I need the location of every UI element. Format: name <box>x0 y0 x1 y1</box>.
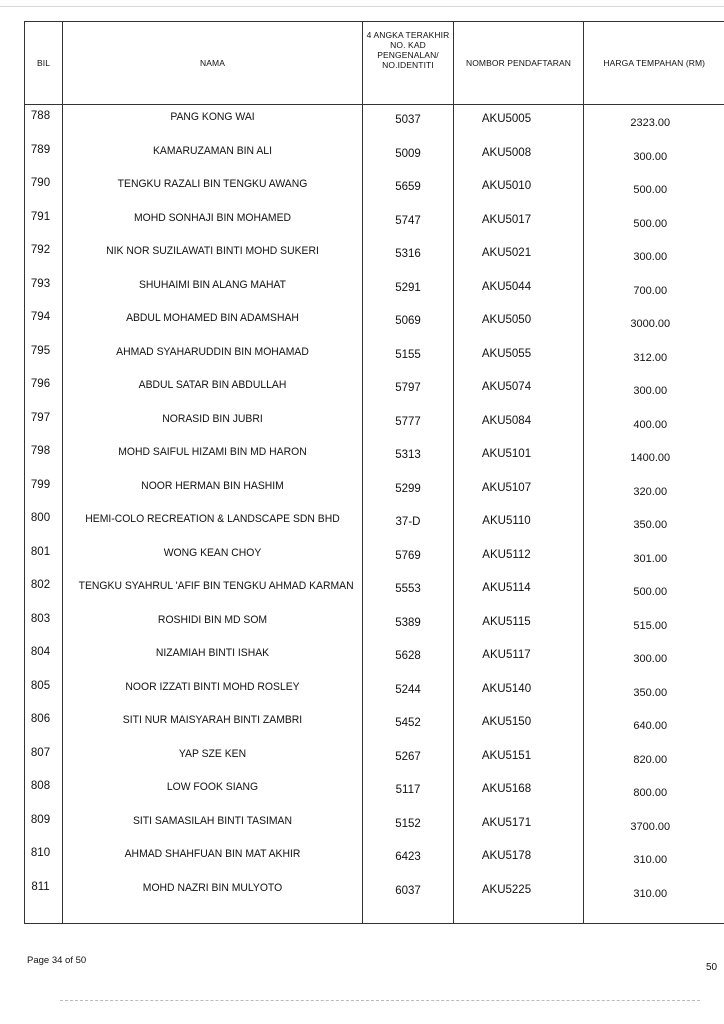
records-table <box>24 21 724 924</box>
booking-price-cell <box>584 641 724 675</box>
registration-number-cell <box>454 273 584 307</box>
registration-number-cell-text: AKU5005 <box>481 113 532 125</box>
name-cell <box>63 306 363 340</box>
row-number-cell-text: 800 <box>30 512 51 524</box>
identity-digits-cell-text: 5389 <box>395 616 421 629</box>
registration-number-cell <box>454 105 584 139</box>
booking-price-cell <box>584 373 724 407</box>
name-cell-text: AHMAD SHAHFUAN BIN MAT AKHIR <box>124 848 301 860</box>
header-pendaftaran: NOMBOR PENDAFTARAN <box>454 22 584 105</box>
name-cell-text: TENGKU SYAHRUL 'AFIF BIN TENGKU AHMAD KARMAN <box>78 580 354 592</box>
identity-digits-cell-text: 5117 <box>395 784 421 796</box>
booking-price-cell <box>584 842 724 876</box>
registration-number-cell-text: AKU5010 <box>481 180 532 192</box>
registration-number-cell-text: AKU5074 <box>481 381 532 393</box>
identity-digits-cell-text: 5797 <box>395 382 421 394</box>
name-cell-text: SITI SAMASILAH BINTI TASIMAN <box>132 814 293 827</box>
header-identiti-line: NO.IDENTITI <box>382 60 434 70</box>
registration-number-cell-text: AKU5117 <box>482 649 531 661</box>
registration-number-cell-text: AKU5055 <box>481 347 532 360</box>
booking-price-cell <box>584 172 724 206</box>
name-cell-text: NOOR IZZATI BINTI MOHD ROSLEY <box>125 680 300 693</box>
table-row <box>25 306 724 340</box>
row-number-cell-text: 803 <box>30 612 51 625</box>
booking-price-cell-text: 1400.00 <box>630 452 671 464</box>
registration-number-cell-text: AKU5044 <box>481 280 532 293</box>
identity-digits-cell <box>363 608 454 642</box>
registration-number-cell-text: AKU5110 <box>482 515 531 527</box>
registration-number-cell-text: AKU5021 <box>481 247 532 259</box>
name-cell-text: AHMAD SYAHARUDDIN BIN MOHAMAD <box>116 345 309 358</box>
header-harga: HARGA TEMPAHAN (RM) <box>584 22 724 105</box>
name-cell-text: SHUHAIMI BIN ALANG MAHAT <box>138 278 287 291</box>
identity-digits-cell <box>363 373 454 407</box>
booking-price-cell <box>584 708 724 742</box>
name-cell <box>63 574 363 608</box>
registration-number-cell <box>454 641 584 675</box>
booking-price-cell <box>584 273 724 307</box>
table-row <box>25 139 724 173</box>
row-number-cell <box>25 608 63 642</box>
name-cell-text: TENGKU RAZALI BIN TENGKU AWANG <box>117 178 308 190</box>
booking-price-cell-text: 3000.00 <box>630 318 671 330</box>
row-number-cell <box>25 340 63 374</box>
row-number-cell-text: 804 <box>30 646 51 658</box>
table-row <box>25 474 724 508</box>
booking-price-cell-text: 500.00 <box>633 217 668 230</box>
registration-number-cell <box>454 675 584 709</box>
name-cell-text: ABDUL SATAR BIN ABDULLAH <box>138 379 287 391</box>
table-row <box>25 507 724 541</box>
header-identiti-line: NO. KAD <box>390 40 426 50</box>
table-row <box>25 675 724 709</box>
name-cell <box>63 708 363 742</box>
booking-price-cell-text: 300.00 <box>633 385 668 397</box>
row-number-cell-text: 791 <box>30 210 51 223</box>
registration-number-cell <box>454 340 584 374</box>
row-number-cell <box>25 306 63 340</box>
registration-number-cell-text: AKU5050 <box>481 314 532 326</box>
booking-price-cell <box>584 440 724 474</box>
booking-price-cell-text: 515.00 <box>633 619 668 632</box>
table-row <box>25 206 724 240</box>
row-number-cell <box>25 809 63 843</box>
identity-digits-cell-text: 5291 <box>395 281 421 294</box>
table-row <box>25 742 724 776</box>
name-cell <box>63 608 363 642</box>
row-number-cell-text: 790 <box>30 177 51 189</box>
registration-number-cell <box>454 474 584 508</box>
registration-number-cell-text: AKU5178 <box>481 850 532 862</box>
booking-price-cell <box>584 105 724 139</box>
booking-price-cell-text: 300.00 <box>633 251 668 263</box>
booking-price-cell-text: 3700.00 <box>630 820 671 833</box>
identity-digits-cell <box>363 876 454 910</box>
header-row <box>25 22 724 105</box>
booking-price-cell <box>584 608 724 642</box>
identity-digits-cell <box>363 474 454 508</box>
identity-digits-cell <box>363 775 454 809</box>
registration-number-cell <box>454 541 584 575</box>
name-cell-text: NIK NOR SUZILAWATI BINTI MOHD SUKERI <box>106 245 319 257</box>
registration-number-cell-text: AKU5008 <box>481 146 532 159</box>
booking-price-cell-text: 400.00 <box>633 418 668 431</box>
name-cell <box>63 273 363 307</box>
booking-price-cell <box>584 876 724 910</box>
row-number-cell-text: 794 <box>30 311 51 323</box>
table-bottom-cell <box>363 909 454 924</box>
row-number-cell <box>25 842 63 876</box>
row-number-cell-text: 807 <box>30 746 51 759</box>
row-number-cell-text: 805 <box>30 679 51 692</box>
table-row <box>25 440 724 474</box>
row-number-cell <box>25 675 63 709</box>
table-bottom-row <box>25 909 724 924</box>
name-cell <box>63 876 363 910</box>
name-cell-text: MOHD SAIFUL HIZAMI BIN MD HARON <box>118 446 307 458</box>
identity-digits-cell <box>363 340 454 374</box>
row-number-cell <box>25 507 63 541</box>
booking-price-cell-text: 300.00 <box>633 653 668 665</box>
row-number-cell <box>25 440 63 474</box>
header-bil: BIL <box>25 22 63 105</box>
row-number-cell <box>25 373 63 407</box>
table-row <box>25 273 724 307</box>
row-number-cell <box>25 775 63 809</box>
registration-number-cell <box>454 440 584 474</box>
name-cell <box>63 206 363 240</box>
table-row <box>25 172 724 206</box>
registration-number-cell <box>454 608 584 642</box>
table-row <box>25 842 724 876</box>
table-row <box>25 407 724 441</box>
table-bottom-cell <box>63 909 363 924</box>
booking-price-cell-text: 312.00 <box>633 351 668 364</box>
booking-price-cell-text: 500.00 <box>633 184 668 196</box>
name-cell <box>63 407 363 441</box>
row-number-cell-text: 796 <box>30 378 51 390</box>
name-cell <box>63 675 363 709</box>
booking-price-cell-text: 700.00 <box>633 284 668 297</box>
registration-number-cell <box>454 708 584 742</box>
identity-digits-cell <box>363 641 454 675</box>
identity-digits-cell <box>363 842 454 876</box>
row-number-cell-text: 793 <box>30 277 51 290</box>
row-number-cell <box>25 139 63 173</box>
name-cell-text: WONG KEAN CHOY <box>163 546 262 559</box>
header-identiti <box>363 22 454 105</box>
identity-digits-cell <box>363 273 454 307</box>
name-cell <box>63 239 363 273</box>
row-number-cell-text: 789 <box>30 143 51 156</box>
row-number-cell-text: 808 <box>30 780 51 792</box>
table-row <box>25 641 724 675</box>
name-cell <box>63 641 363 675</box>
booking-price-cell-text: 310.00 <box>633 887 668 900</box>
registration-number-cell-text: AKU5017 <box>481 213 532 226</box>
table-row <box>25 574 724 608</box>
row-number-cell-text: 811 <box>31 880 50 893</box>
row-number-cell <box>25 876 63 910</box>
corner-page-number: 50 <box>706 962 718 973</box>
identity-digits-cell <box>363 172 454 206</box>
identity-digits-cell-text: 5037 <box>395 114 421 126</box>
identity-digits-cell-text: 6037 <box>395 884 421 897</box>
row-number-cell <box>25 105 63 139</box>
name-cell <box>63 507 363 541</box>
identity-digits-cell-text: 5299 <box>395 482 421 495</box>
registration-number-cell-text: AKU5107 <box>481 481 532 494</box>
name-cell-text: NIZAMIAH BINTI ISHAK <box>155 647 270 659</box>
identity-digits-cell <box>363 239 454 273</box>
table-row <box>25 541 724 575</box>
table-row <box>25 809 724 843</box>
name-cell <box>63 809 363 843</box>
booking-price-cell-text: 2323.00 <box>630 117 671 129</box>
name-cell-text: MOHD NAZRI BIN MULYOTO <box>142 881 283 894</box>
registration-number-cell <box>454 876 584 910</box>
booking-price-cell <box>584 675 724 709</box>
booking-price-cell <box>584 306 724 340</box>
identity-digits-cell <box>363 507 454 541</box>
registration-number-cell <box>454 775 584 809</box>
registration-number-cell-text: AKU5114 <box>482 582 531 594</box>
registration-number-cell <box>454 306 584 340</box>
name-cell <box>63 775 363 809</box>
row-number-cell-text: 797 <box>30 411 51 424</box>
booking-price-cell <box>584 507 724 541</box>
table-bottom-cell <box>584 909 724 924</box>
booking-price-cell <box>584 239 724 273</box>
booking-price-cell-text: 310.00 <box>633 854 668 866</box>
identity-digits-cell <box>363 742 454 776</box>
identity-digits-cell-text: 5267 <box>395 750 421 763</box>
header-identiti-line: PENGENALAN/ <box>377 50 439 60</box>
identity-digits-cell <box>363 440 454 474</box>
row-number-cell <box>25 206 63 240</box>
registration-number-cell <box>454 507 584 541</box>
identity-digits-cell-text: 5452 <box>395 717 421 729</box>
name-cell <box>63 172 363 206</box>
registration-number-cell <box>454 407 584 441</box>
name-cell-text: PANG KONG WAI <box>170 111 255 123</box>
table-bottom-cell <box>454 909 584 924</box>
registration-number-cell-text: AKU5150 <box>481 716 532 728</box>
table-row <box>25 340 724 374</box>
booking-price-cell-text: 320.00 <box>633 485 668 498</box>
name-cell-text: ROSHIDI BIN MD SOM <box>157 613 268 626</box>
identity-digits-cell-text: 5009 <box>395 147 421 160</box>
registration-number-cell-text: AKU5101 <box>481 448 532 460</box>
booking-price-cell <box>584 574 724 608</box>
identity-digits-cell <box>363 574 454 608</box>
name-cell <box>63 139 363 173</box>
registration-number-cell-text: AKU5171 <box>481 816 532 829</box>
table-row <box>25 775 724 809</box>
row-number-cell-text: 809 <box>30 813 51 826</box>
registration-number-cell-text: AKU5151 <box>481 749 532 762</box>
booking-price-cell <box>584 340 724 374</box>
booking-price-cell <box>584 775 724 809</box>
identity-digits-cell <box>363 809 454 843</box>
name-cell-text: YAP SZE KEN <box>178 747 247 760</box>
name-cell <box>63 742 363 776</box>
registration-number-cell <box>454 239 584 273</box>
row-number-cell <box>25 474 63 508</box>
booking-price-cell-text: 350.00 <box>633 686 668 699</box>
registration-number-cell-text: AKU5168 <box>481 783 532 795</box>
booking-price-cell <box>584 541 724 575</box>
registration-number-cell <box>454 139 584 173</box>
row-number-cell-text: 802 <box>30 579 51 591</box>
row-number-cell <box>25 407 63 441</box>
name-cell-text: KAMARUZAMAN BIN ALI <box>153 144 272 157</box>
page-number-label: Page 34 of 50 <box>27 955 87 966</box>
identity-digits-cell-text: 5769 <box>395 549 421 562</box>
identity-digits-cell <box>363 206 454 240</box>
identity-digits-cell-text: 5313 <box>395 449 421 461</box>
identity-digits-cell <box>363 139 454 173</box>
table-bottom-cell <box>25 909 63 924</box>
header-identiti-line: 4 ANGKA TERAKHIR <box>366 30 450 40</box>
identity-digits-cell-text: 37-D <box>395 516 421 528</box>
booking-price-cell-text: 300.00 <box>633 150 668 163</box>
name-cell <box>63 474 363 508</box>
identity-digits-cell <box>363 708 454 742</box>
registration-number-cell <box>454 842 584 876</box>
row-number-cell-text: 810 <box>30 847 51 859</box>
booking-price-cell <box>584 407 724 441</box>
booking-price-cell-text: 800.00 <box>633 787 668 799</box>
name-cell <box>63 842 363 876</box>
registration-number-cell-text: AKU5115 <box>482 615 531 628</box>
row-number-cell <box>25 541 63 575</box>
row-number-cell <box>25 708 63 742</box>
row-number-cell <box>25 574 63 608</box>
registration-number-cell-text: AKU5084 <box>481 414 532 427</box>
table-row <box>25 239 724 273</box>
row-number-cell-text: 806 <box>30 713 51 725</box>
row-number-cell-text: 799 <box>30 478 51 491</box>
registration-number-cell <box>454 373 584 407</box>
row-number-cell <box>25 742 63 776</box>
identity-digits-cell-text: 5777 <box>395 415 421 428</box>
row-number-cell-text: 801 <box>30 545 51 558</box>
identity-digits-cell-text: 5152 <box>395 817 421 830</box>
registration-number-cell-text: AKU5112 <box>482 548 531 561</box>
identity-digits-cell-text: 5747 <box>395 214 421 227</box>
scan-artifact-line <box>60 1000 700 1002</box>
row-number-cell <box>25 172 63 206</box>
identity-digits-cell-text: 5628 <box>395 650 421 662</box>
identity-digits-cell <box>363 407 454 441</box>
identity-digits-cell <box>363 306 454 340</box>
row-number-cell-text: 798 <box>30 445 51 457</box>
table-row <box>25 105 724 139</box>
name-cell-text: MOHD SONHAJI BIN MOHAMED <box>133 211 292 224</box>
table-row <box>25 708 724 742</box>
registration-number-cell-text: AKU5140 <box>481 682 532 695</box>
identity-digits-cell <box>363 675 454 709</box>
identity-digits-cell-text: 5069 <box>395 315 421 327</box>
row-number-cell <box>25 273 63 307</box>
row-number-cell <box>25 239 63 273</box>
row-number-cell-text: 795 <box>30 344 51 357</box>
booking-price-cell <box>584 139 724 173</box>
booking-price-cell <box>584 206 724 240</box>
identity-digits-cell-text: 5316 <box>395 248 421 260</box>
name-cell <box>63 340 363 374</box>
table-row <box>25 876 724 910</box>
header-nama: NAMA <box>63 22 363 105</box>
booking-price-cell <box>584 809 724 843</box>
registration-number-cell <box>454 206 584 240</box>
registration-number-cell <box>454 742 584 776</box>
booking-price-cell <box>584 474 724 508</box>
booking-price-cell-text: 350.00 <box>633 519 668 531</box>
name-cell <box>63 373 363 407</box>
booking-price-cell-text: 640.00 <box>633 720 668 732</box>
row-number-cell-text: 788 <box>30 110 51 122</box>
name-cell-text: SITI NUR MAISYARAH BINTI ZAMBRI <box>122 714 303 726</box>
name-cell <box>63 440 363 474</box>
identity-digits-cell <box>363 105 454 139</box>
row-number-cell <box>25 641 63 675</box>
booking-price-cell-text: 820.00 <box>633 753 668 766</box>
booking-price-cell-text: 301.00 <box>633 552 668 565</box>
booking-price-cell <box>584 742 724 776</box>
name-cell-text: NOOR HERMAN BIN HASHIM <box>141 479 284 492</box>
identity-digits-cell-text: 5553 <box>395 583 421 595</box>
name-cell-text: HEMI-COLO RECREATION & LANDSCAPE SDN BHD <box>85 513 340 525</box>
identity-digits-cell-text: 5659 <box>395 181 421 193</box>
row-number-cell-text: 792 <box>30 244 51 256</box>
name-cell-text: ABDUL MOHAMED BIN ADAMSHAH <box>126 312 299 324</box>
identity-digits-cell-text: 5155 <box>395 348 421 361</box>
identity-digits-cell-text: 5244 <box>395 683 421 696</box>
records-body <box>25 105 724 924</box>
identity-digits-cell <box>363 541 454 575</box>
booking-price-cell-text: 500.00 <box>633 586 668 598</box>
registration-number-cell <box>454 809 584 843</box>
registration-number-cell-text: AKU5225 <box>481 883 532 896</box>
name-cell <box>63 541 363 575</box>
table-row <box>25 373 724 407</box>
identity-digits-cell-text: 6423 <box>395 851 421 863</box>
name-cell <box>63 105 363 139</box>
name-cell-text: NORASID BIN JUBRI <box>162 412 263 425</box>
table-row <box>25 608 724 642</box>
name-cell-text: LOW FOOK SIANG <box>166 781 259 793</box>
registration-number-cell <box>454 172 584 206</box>
registration-number-cell <box>454 574 584 608</box>
page-edge-line <box>0 6 724 7</box>
